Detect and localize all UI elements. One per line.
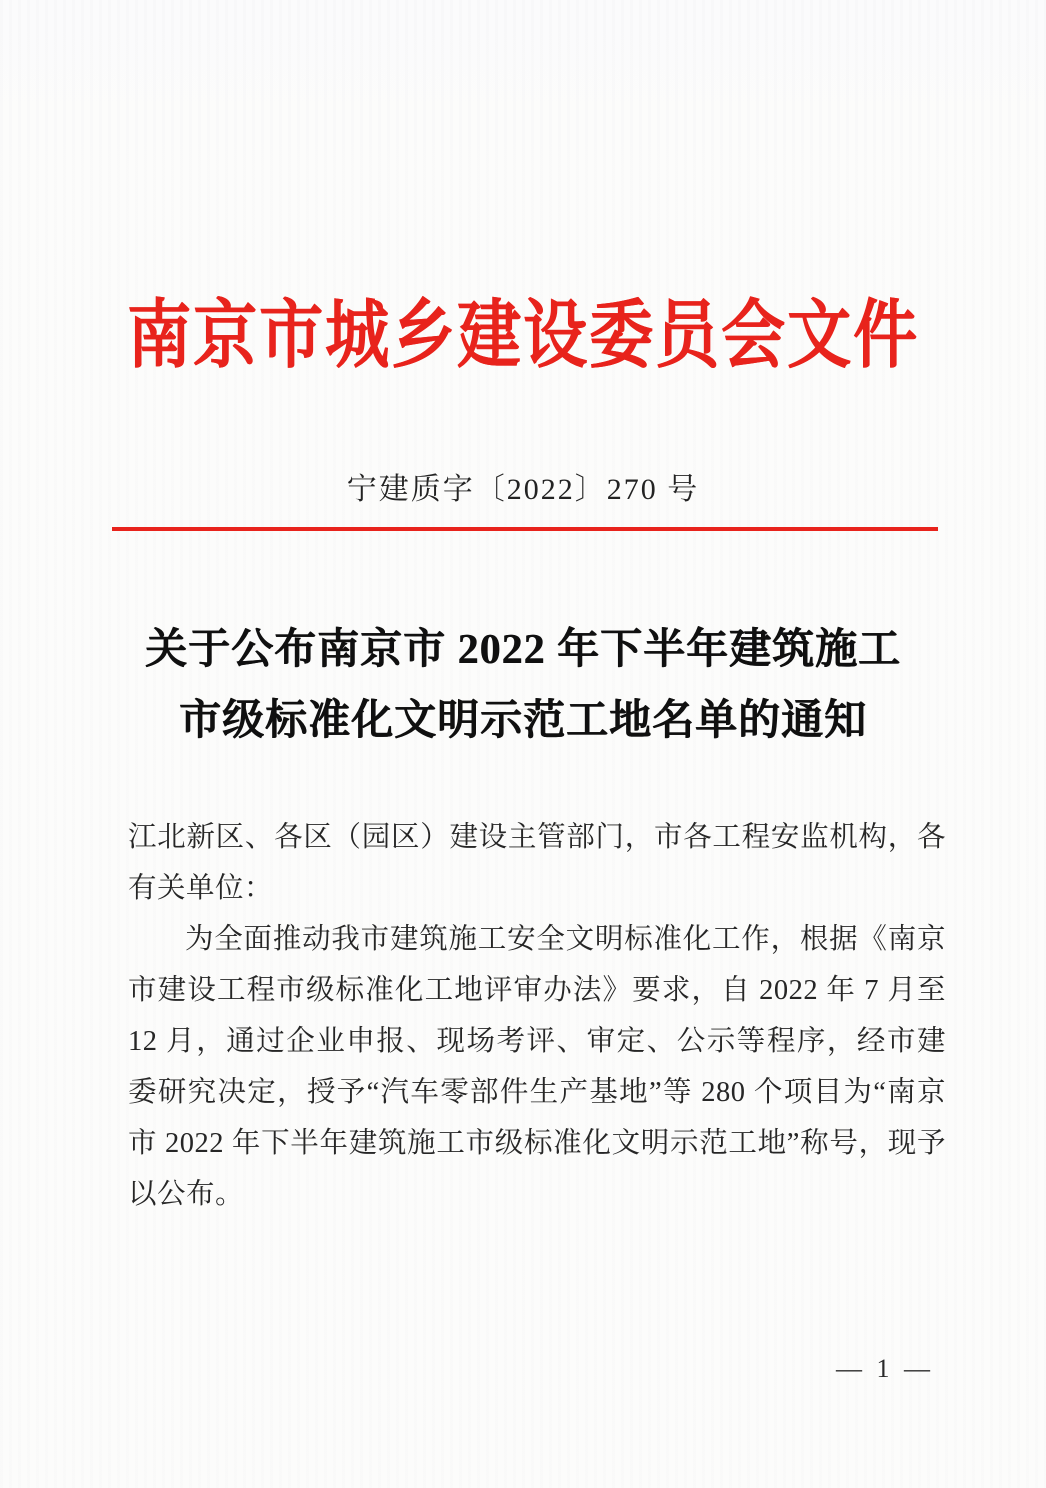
body-paragraph: 为全面推动我市建筑施工安全文明标准化工作，根据《南京市建设工程市级标准化工地评审办法》要求，自 2022 年 7 月至 12 月，通过企业申报、现场考评、审定、公示等程序，经市建委研究决定，授予“汽车零部件生产基地”等 280 个项目为“南京市 2022 年下半年建筑施工市级标准化文明示范工地”称号，现予以公布。 [128, 924, 946, 1210]
salutation-paragraph: 江北新区、各区（园区）建设主管部门，市各工程安监机构，各有关单位： [128, 822, 946, 904]
letterhead-issuer-title: 南京市城乡建设委员会文件 [127, 294, 919, 377]
page-number: — 1 — [836, 1354, 934, 1383]
notice-body [128, 812, 946, 1220]
letterhead-divider-rule [112, 527, 938, 531]
notice-title-line-2: 市级标准化文明示范工地名单的通知 [178, 698, 867, 744]
document-number: 宁建质字〔2022〕270 号 [346, 473, 700, 506]
notice-title [0, 615, 1046, 757]
notice-title-line-1: 关于公布南京市 2022 年下半年建筑施工 [144, 627, 901, 673]
